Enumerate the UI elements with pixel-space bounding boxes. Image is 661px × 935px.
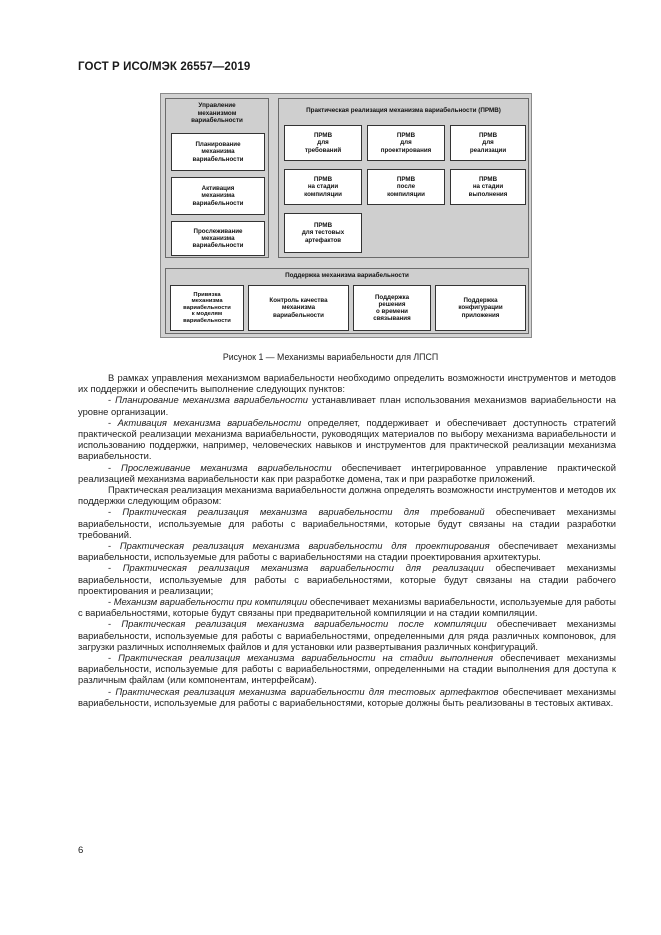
- panel-implementation: [278, 98, 529, 258]
- figure-caption: Рисунок 1 — Механизмы вариабельности для ЛПСП: [222, 352, 439, 362]
- box-planning: Планирование механизма вариабельности: [171, 133, 265, 171]
- box-post-compile: ПРМВ после компиляции: [367, 169, 445, 205]
- term: Прослеживание механизма вариабельности: [121, 461, 332, 473]
- box-tracing: Прослеживание механизма вариабельности: [171, 221, 265, 256]
- list-item: - Практическая реализация механизма вариабельности после компиляции обеспечивает механизмы вариабельности, используемые для работы с вариабельностями, определенными для ряда различных компоновок, для загрузки различных исполняемых файлов и для установки или развертывания различных конфигураций.: [78, 618, 616, 652]
- box-binding-time: Поддержка решения о времени связывания: [353, 285, 431, 331]
- term: Практическая реализация механизма вариабельности для реализации: [122, 562, 484, 574]
- term: Практическая реализация механизма вариабельности для требований: [122, 506, 485, 518]
- list-item: - Планирование механизма вариабельности устанавливает план использования механизмов вариабельности на уровне организации.: [78, 394, 616, 417]
- term: Практическая реализация механизма вариабельности на стадии выполнения: [118, 652, 494, 664]
- box-compile: ПРМВ на стадии компиляции: [284, 169, 362, 205]
- panel-variability-management: [165, 98, 269, 258]
- body-text: [78, 372, 616, 708]
- term: Практическая реализация механизма вариабельности для тестовых артефактов: [115, 685, 499, 697]
- term: Практическая реализация механизма вариабельности после компиляции: [121, 618, 487, 630]
- term: Механизм вариабельности при компиляции: [113, 596, 308, 608]
- paragraph: В рамках управления механизмом вариабельности необходимо определить возможности инструментов и методов их поддержки и обеспечить выполнение следующих пунктов:: [78, 372, 616, 395]
- panel-title: Практическая реализация механизма вариабельности (ПРМВ): [306, 107, 501, 114]
- panel-support: [165, 268, 529, 334]
- page-number: 6: [78, 845, 84, 856]
- figure-diagram: [160, 93, 532, 338]
- box-app-config: Поддержка конфигурации приложения: [435, 285, 526, 331]
- box-runtime: ПРМВ на стадии выполнения: [450, 169, 526, 205]
- panel-title: Поддержка механизма вариабельности: [285, 272, 409, 279]
- term: Активация механизма вариабельности: [117, 416, 302, 428]
- box-requirements: ПРМВ для требований: [284, 125, 362, 161]
- box-design: ПРМВ для проектирования: [367, 125, 445, 161]
- box-implementation: ПРМВ для реализации: [450, 125, 526, 161]
- box-quality-control: Контроль качества механизма вариабельности: [248, 285, 349, 331]
- list-item: - Практическая реализация механизма вариабельности для проектирования обеспечивает механизмы вариабельности, используемые для работы с вариабельностями на стадии проектирования архитектуры.: [78, 540, 616, 563]
- list-item: - Прослеживание механизма вариабельности обеспечивает интегрированное управление практической реализацией механизма вариабельности как при разработке домена, так и при разработке приложений.: [78, 461, 616, 484]
- box-test-artifacts: ПРМВ для тестовых артефактов: [284, 213, 362, 253]
- term: Планирование механизма вариабельности: [115, 394, 309, 406]
- box-binding: Привязка механизма вариабельности к моделям вариабельности: [170, 285, 244, 331]
- list-item: - Практическая реализация механизма вариабельности для требований обеспечивает механизмы вариабельности, используемые для работы с вариабельностями, которые будут связаны на стадии разработки требований.: [78, 506, 616, 540]
- term: Практическая реализация механизма вариабельности для проектирования: [119, 540, 490, 552]
- list-item: - Практическая реализация механизма вариабельности для реализации обеспечивает механизмы вариабельности, используемые для работы с вариабельностями, которые будут связаны на стадии рабочего проектирования и реализации;: [78, 562, 616, 596]
- list-item: - Механизм вариабельности при компиляции обеспечивает механизмы вариабельности, используемые для работы с вариабельностями, которые будут связаны при предварительной компиляции и на стадии компиляции.: [78, 596, 616, 619]
- box-activation: Активация механизма вариабельности: [171, 177, 265, 215]
- list-item: - Активация механизма вариабельности определяет, поддерживает и обеспечивает доступность стратегий практической реализации механизма вариабельности, руководящих материалов по выбору механизма вариабельности и использованию поддержки, например, человеческих навыков и инструментов для практической реализации механизма вариабельности.: [78, 416, 617, 462]
- paragraph: Практическая реализация механизма вариабельности должна определять возможности инструментов и методов их поддержки следующим образом:: [78, 484, 616, 507]
- list-item: - Практическая реализация механизма вариабельности для тестовых артефактов обеспечивает механизмы вариабельности, используемые для работы с вариабельностями, которые должны быть реализованы в тестовых активах.: [78, 685, 616, 708]
- panel-title: Управление механизмом вариабельности: [191, 102, 243, 124]
- document-header: ГОСТ Р ИСО/МЭК 26557—2019: [78, 61, 251, 73]
- list-item: - Практическая реализация механизма вариабельности на стадии выполнения обеспечивает механизмы вариабельности, используемые для работы с вариабельностями, определенными на стадии выполнения для доступа к различным файлам (или компонентам, интерфейсам).: [78, 652, 616, 686]
